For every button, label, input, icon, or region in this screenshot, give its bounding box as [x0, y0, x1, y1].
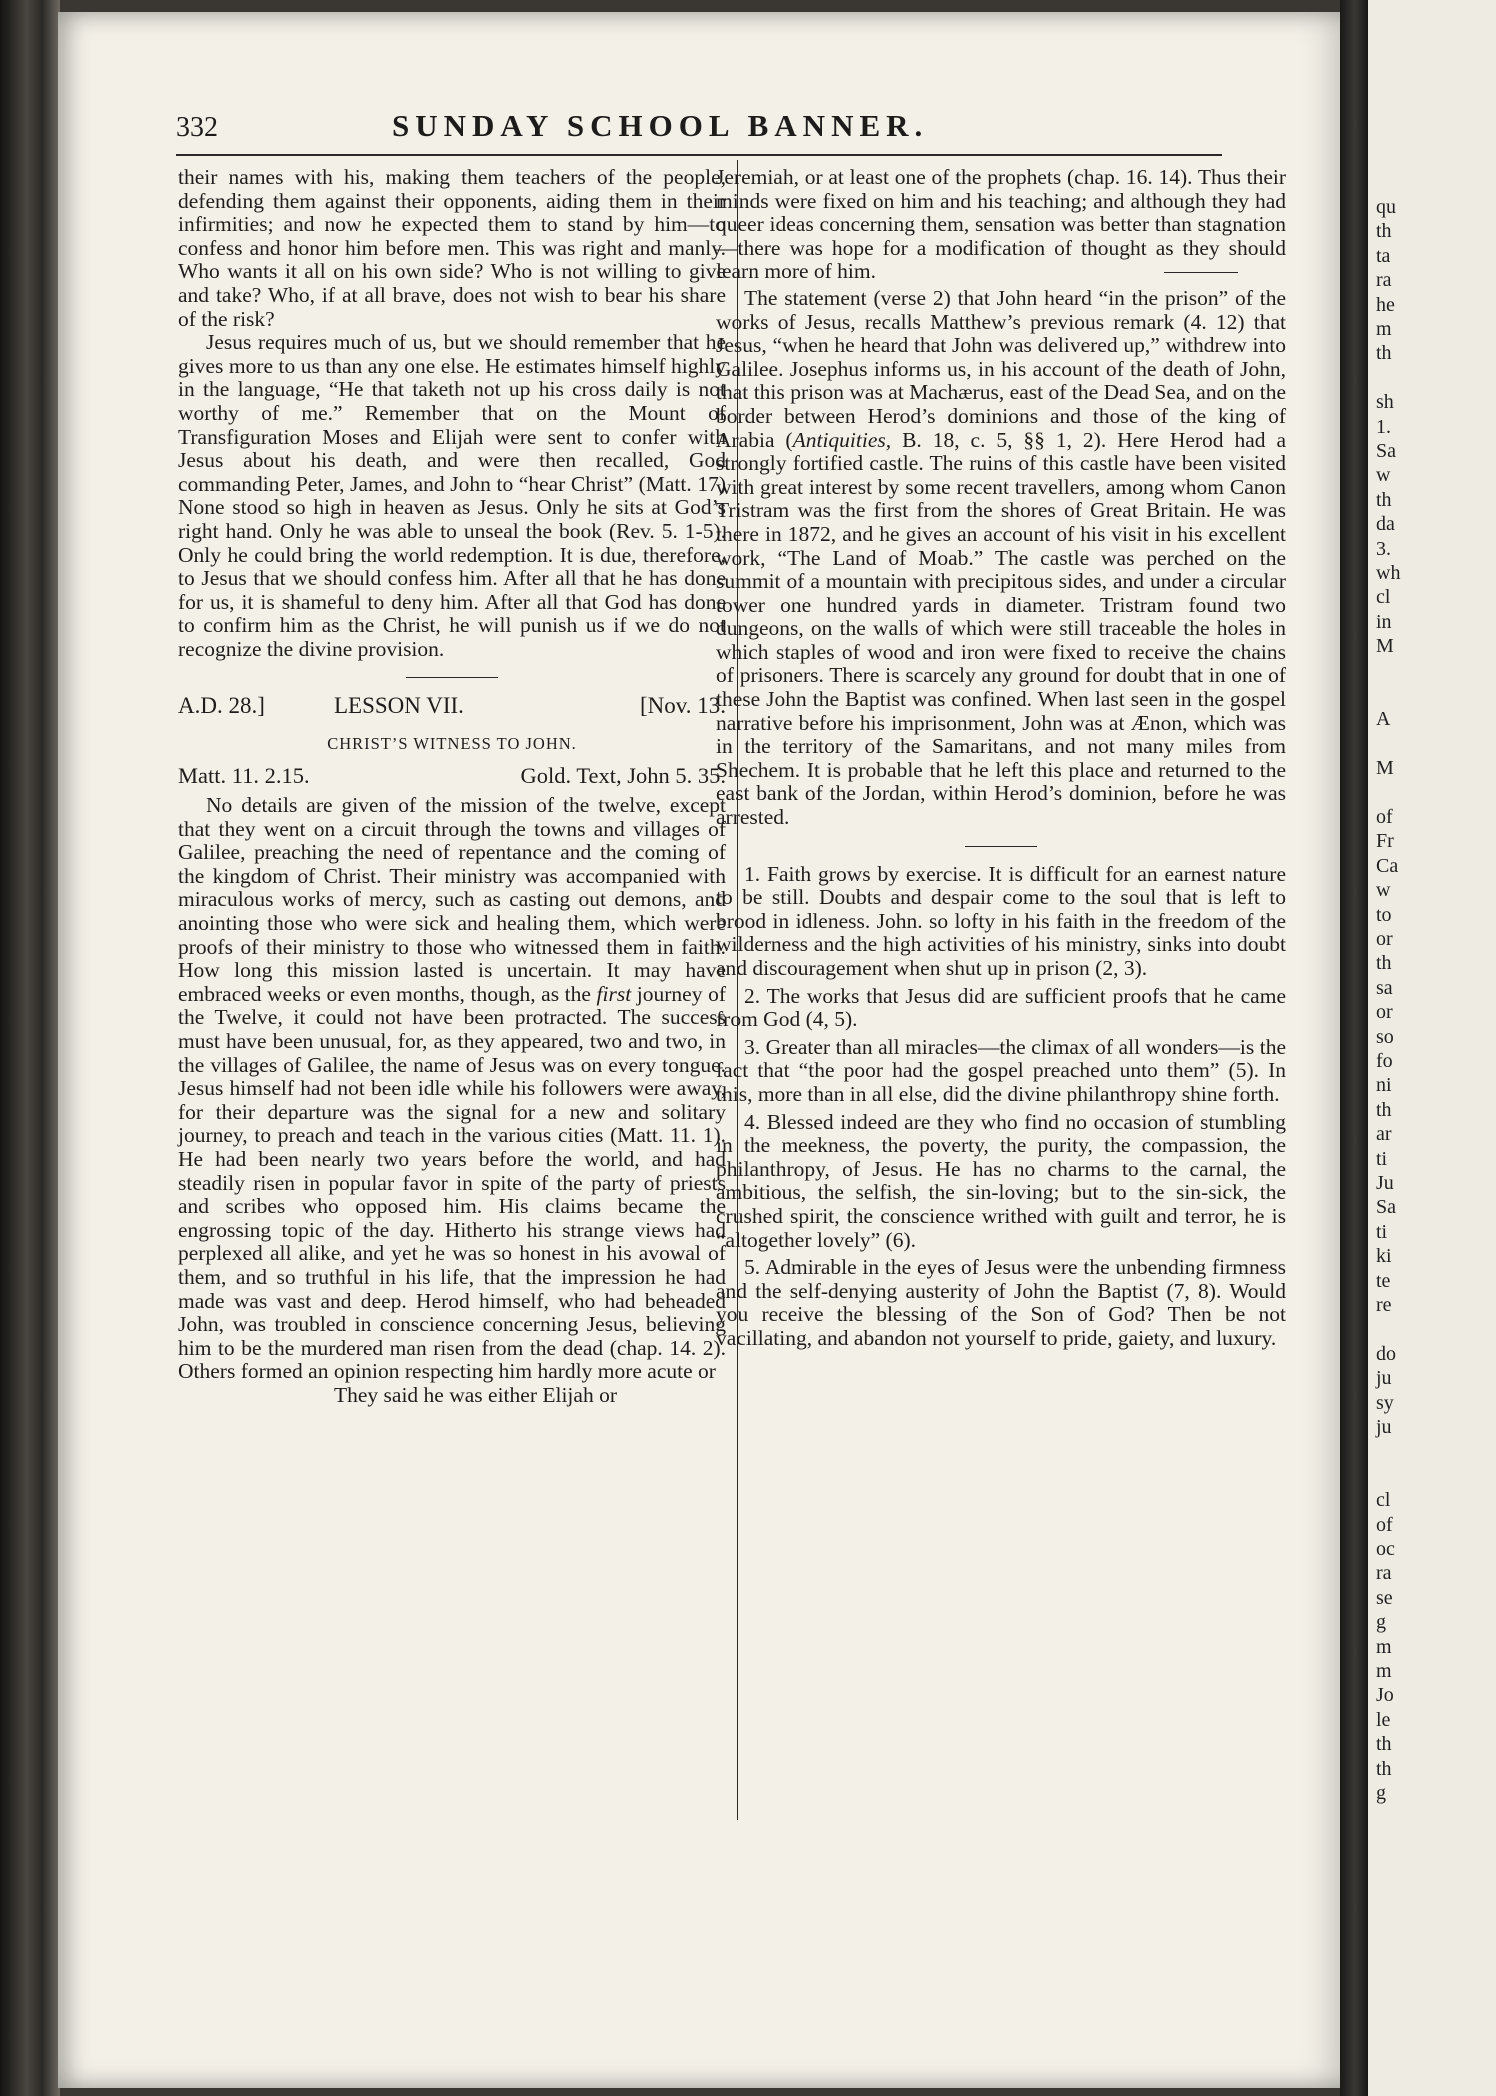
paragraph: their names with his, making them teachers of the people, defending them against their opponents, aiding them in their infirmities; and now he expected them to stand by him—to confess and honor him before men. This was right and manly. Who wants it all on his own side? Who is not willing to give and take? Who, if at all brave, does not wish to bear his share of the risk?	[178, 165, 726, 331]
emphasis: first	[596, 981, 632, 1006]
scripture-reference: Matt. 11. 2.15.	[178, 763, 310, 789]
facing-page-fragment: th	[1376, 1098, 1392, 1121]
facing-page-fragment: ta	[1376, 244, 1391, 267]
facing-page-fragment: Jo	[1376, 1684, 1394, 1707]
facing-page-fragment: cl	[1376, 586, 1391, 609]
facing-page-fragment: M	[1376, 757, 1394, 780]
lesson-subtitle: CHRIST’S WITNESS TO JOHN.	[327, 734, 577, 754]
facing-page-fragment: to	[1376, 903, 1392, 926]
numbered-point: 1. Faith grows by exercise. It is difficult for an earnest nature to be still. Doubts and despair come to the soul that is left to brood in idleness. John. so lofty in his faith in the freedom of the wilderness and the high activities of his ministry, sinks into doubt and discouragement when shut up in prison (2, 3).	[716, 861, 1286, 980]
numbered-point: 3. Greater than all miracles—the climax of all wonders—is the fact that “the poor had the gospel preached unto them” (5). In this, more than in all else, did the divine philanthropy shine forth.	[716, 1034, 1286, 1106]
facing-page-fragment: he	[1376, 293, 1395, 316]
facing-page-fragment: Sa	[1376, 440, 1396, 462]
facing-page-fragment: g	[1376, 1782, 1386, 1804]
facing-page-fragment: in	[1376, 610, 1392, 633]
lesson-references	[178, 762, 726, 794]
facing-page-fragment: of	[1376, 806, 1393, 828]
facing-page-fragment: sh	[1376, 391, 1394, 414]
facing-page-fragment: do	[1376, 1342, 1396, 1365]
facing-page-fragment: Ca	[1376, 854, 1399, 877]
facing-page-fragment: or	[1376, 1001, 1393, 1024]
right-column	[716, 166, 1286, 1351]
facing-page-fragment: se	[1376, 1586, 1393, 1609]
facing-page-fragment: w	[1376, 464, 1391, 487]
facing-page-fragment: th	[1376, 952, 1392, 975]
facing-page-fragment: ra	[1376, 1562, 1392, 1585]
facing-page-fragment: th	[1376, 1733, 1392, 1756]
facing-page-fragment: cl	[1376, 1489, 1391, 1512]
golden-text: Gold. Text, John 5. 35.	[520, 763, 726, 789]
numbered-point: 4. Blessed indeed are they who find no occasion of stumbling in the meekness, the poverty, the purity, the compassion, the philanthropy, of Jesus. He has no charms to the carnal, the ambitious, the selfish, the sin-loving; but to the sin-sick, the crushed spirit, the conscience writhed with guilt and terror, he is “altogether lovely” (6).	[716, 1109, 1286, 1252]
facing-page-fragment: w	[1376, 879, 1391, 902]
section-divider	[406, 677, 498, 678]
section-divider	[965, 846, 1037, 847]
facing-page-fragment: 3.	[1376, 537, 1391, 560]
facing-page-fragment: Sa	[1376, 1196, 1396, 1219]
paragraph: Jeremiah, or at least one of the prophets (chap. 16. 14). Thus their minds were fixed on him and his teaching; and although they had queer ideas concerning them, sensation was better than stagnation—there was hope for a modification of thought as they should learn more of him.	[716, 165, 1286, 284]
left-column	[178, 166, 726, 1408]
continuation-line: They said he was either Elijah or	[334, 1382, 617, 1407]
header-rule	[176, 154, 1222, 156]
facing-page-fragment: wh	[1376, 562, 1401, 584]
facing-page-fragment: le	[1376, 1708, 1391, 1731]
paragraph	[178, 794, 726, 1384]
section-divider	[1164, 272, 1238, 273]
facing-page-fragment: m	[1376, 1660, 1392, 1682]
facing-page-fragment: th	[1376, 220, 1392, 243]
facing-page-fragment: ti	[1376, 1220, 1388, 1243]
facing-page-fragment: M	[1376, 635, 1394, 658]
lesson-heading	[178, 694, 726, 724]
text-run: journey of the Twelve, it could not have been protracted. The success must have been unusual, for, as they appeared, two and two, in the villages of Galilee, the name of Jesus was on every tongue. Jesus himself had not been idle while his followers were away, for their departure was the signal for a new and solitary journey, to preach and teach in the various cities (Matt. 11. 1). He had been nearly two years before the world, and had steadily risen in popular favor in spite of the party of priests and scribes who opposed him. His claims became the engrossing topic of the day. Hitherto his strange views had perplexed all alike, and yet he was so honest in his avowal of them, and so truthful in his life, that the impression he had made was vast and deep. Herod himself, who had beheaded John, was troubled in conscience concerning Jesus, believing him to be the murdered man risen from the dead (chap. 14. 2). Others formed an opinion respecting him hardly more acute or	[178, 981, 726, 1384]
facing-page-fragment: da	[1376, 513, 1395, 536]
text-run: The statement (verse 2) that John heard “in the prison” of the works of Jesus, recalls Matthew’s previous remark (4. 12) that Jesus, “when he heard that John was delivered up,” withdrew into Galilee. Josephus informs us, in his account of the death of John, that this prison was at Machærus, east of the Dead Sea, and on the border between Herod’s dominions and those of the king of Arabia (	[716, 285, 1286, 452]
page-number: 332	[176, 112, 218, 143]
facing-page-fragment: th	[1376, 1757, 1392, 1780]
lesson-day: [Nov. 13.	[639, 693, 726, 719]
facing-page-fragment: of	[1376, 1513, 1393, 1536]
facing-page-fragment: th	[1376, 488, 1392, 511]
lesson-date: A.D. 28.]	[178, 693, 265, 719]
lesson-title: LESSON VII.	[334, 693, 464, 719]
facing-page-fragment: sy	[1376, 1391, 1394, 1414]
facing-page-fragment: so	[1376, 1025, 1394, 1048]
facing-page-fragment: Ju	[1376, 1172, 1394, 1194]
text-run: B. 18, c. 5, §§ 1, 2). Here Herod had a strongly fortified castle. The ruins of this castle have been visited with great interest by some recent travellers, among whom Canon Tristram was the first from the shores of Great Britain. He was there in 1872, and he gives an account of his visit in his excellent work, “The Land of Moab.” The castle was perched on the summit of a mountain with precipitous sides, and under a circular tower one hundred yards in diameter. Tristram found two dungeons, on the walls of which were still traceable the holes in which staples of wood and iron were fixed to receive the chains of prisoners. There is scarcely any ground for doubt that in one of these John the Baptist was confined. When last seen in the gospel narrative before his imprisonment, John was at Ænon, which was in the territory of the Samaritans, and not many miles from Shechem. It is probable that he left this place and returned to the east bank of the Jordan, within Herod’s dominion, before he was arrested.	[716, 427, 1286, 830]
running-title: SUNDAY SCHOOL BANNER.	[392, 108, 929, 143]
facing-page-fragment: re	[1376, 1294, 1392, 1316]
facing-page-fragment: sa	[1376, 976, 1393, 999]
facing-page-fragment: ra	[1376, 269, 1392, 292]
numbered-point: 5. Admirable in the eyes of Jesus were the unbending firmness and the self-denying austerity of John the Baptist (7, 8). Would you receive the blessing of the Son of God? Then be not vacillating, and abandon not yourself to pride, gaiety, and luxury.	[716, 1255, 1286, 1350]
facing-page-fragment: ju	[1376, 1367, 1392, 1390]
facing-page-fragment: ni	[1376, 1074, 1392, 1097]
facing-page-fragment: m	[1376, 318, 1392, 340]
paragraph: Jesus requires much of us, but we should remember that he gives more to us than any one else. He estimates himself highly in the language, “He that taketh not up his cross daily is not worthy of me.” Remember that on the Mount of Transfiguration Moses and Elijah were sent to confer with Jesus about his death, and were then recalled, God commanding Peter, James, and John to “hear Christ” (Matt. 17) None stood so high in heaven as Jesus. Only he sits at God’s right hand. Only he was able to unseal the book (Rev. 5. 1-5). Only he could bring the world redemption. It is due, therefore, to Jesus that we should confess him. After all that he has done for us, it is shameful to deny him. After all that God has done to confirm him as the Christ, he will punish us if we do not recognize the divine provision.	[178, 330, 726, 661]
facing-page-fragment: ti	[1376, 1147, 1388, 1170]
facing-page-fragment: oc	[1376, 1538, 1395, 1560]
facing-page-fragment: ju	[1376, 1416, 1392, 1438]
facing-page-fragment: or	[1376, 928, 1393, 950]
emphasis: Antiquities,	[792, 427, 892, 452]
facing-page-fragment: g	[1376, 1611, 1386, 1634]
facing-page-fragment: m	[1376, 1635, 1392, 1658]
book-gutter	[1340, 0, 1370, 2096]
facing-page-fragment: ar	[1376, 1123, 1392, 1146]
facing-page-fragment: 1.	[1376, 415, 1391, 438]
facing-page-fragment: qu	[1376, 196, 1396, 218]
facing-page-fragment: ki	[1376, 1245, 1392, 1268]
facing-page-fragment: th	[1376, 342, 1392, 365]
paragraph	[716, 287, 1286, 830]
book-spine	[0, 0, 60, 2096]
page-header	[176, 108, 1226, 152]
facing-page-fragment: te	[1376, 1269, 1391, 1292]
text-run: No details are given of the mission of the twelve, except that they went on a circuit through the towns and villages of Galilee, preaching the need of repentance and the coming of the kingdom of Christ. Their ministry was accompanied with miraculous works of mercy, such as casting out demons, and anointing those who were sick and healing them, which were proofs of their ministry to those who witnessed them in faith. How long this mission lasted is uncertain. It may have embraced weeks or even months, though, as the	[178, 793, 726, 1006]
numbered-point: 2. The works that Jesus did are sufficient proofs that he came from God (4, 5).	[716, 983, 1286, 1032]
facing-page-fragment: A	[1376, 708, 1391, 731]
facing-page-fragment: Fr	[1376, 830, 1394, 853]
facing-page-fragment: fo	[1376, 1050, 1393, 1072]
